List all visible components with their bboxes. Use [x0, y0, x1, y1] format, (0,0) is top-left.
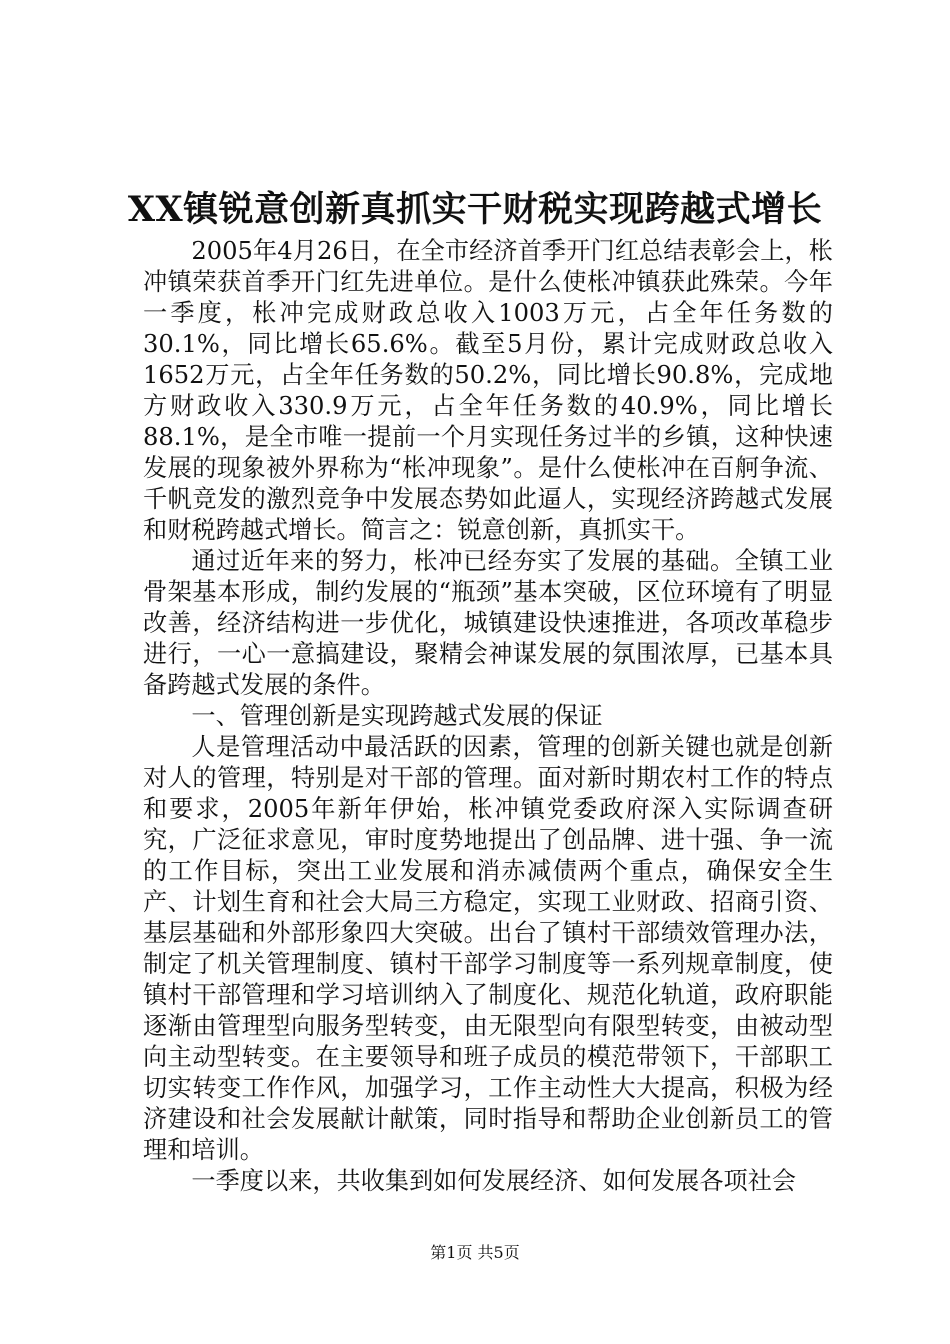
section-heading-management: 一、管理创新是实现跨越式发展的保证 — [191, 702, 603, 730]
document-body — [143, 236, 833, 1197]
document-title: XX镇锐意创新真抓实干财税实现跨越式增长 — [127, 189, 823, 230]
page-footer: 第1页 共5页 — [430, 1243, 520, 1262]
paragraph-management: 人是管理活动中最活跃的因素，管理的创新关键也就是创新对人的管理，特别是对干部的管理。面对新时期农村工作的特点和要求，2005年新年伊始，枨冲镇党委政府深入实际调查研究，广泛征求意见，审时度势地提出了创品牌、进十强、争一流的工作目标，突出工业发展和消赤减债两个重点，确保安全生产、计划生育和社会大局三方稳定，实现工业财政、招商引资、基层基础和外部形象四大突破。出台了镇村干部绩效管理办法，制定了机关管理制度、镇村干部学习制度等一系列规章制度，使镇村干部管理和学习培训纳入了制度化、规范化轨道，政府职能逐渐由管理型向服务型转变，由无限型向有限型转变，由被动型向主动型转变。在主要领导和班子成员的模范带领下，干部职工切实转变工作作风，加强学习，工作主动性大大提高，积极为经济建设和社会发展献计献策，同时指导和帮助企业创新员工的管理和培训。 — [143, 733, 833, 1164]
paragraph-intro: 2005年4月26日，在全市经济首季开门红总结表彰会上，枨冲镇荣获首季开门红先进单位。是什么使枨冲镇获此殊荣。今年一季度，枨冲完成财政总收入1003万元，占全年任务数的30.1%，同比增长65.6%。截至5月份，累计完成财政总收入1652万元，占全年任务数的50.2%，同比增长90.8%，完成地方财政收入330.9万元，占全年任务数的40.9%，同比增长88.1%，是全市唯一提前一个月实现任务过半的乡镇，这种快速发展的现象被外界称为“枨冲现象”。是什么使枨冲在百舸争流、千帆竞发的激烈竞争中发展态势如此逼人，实现经济跨越式发展和财税跨越式增长。简言之：锐意创新，真抓实干。 — [143, 237, 833, 544]
paragraph-foundation: 通过近年来的努力，枨冲已经夯实了发展的基础。全镇工业骨架基本形成，制约发展的“瓶颈”基本突破，区位环境有了明显改善，经济结构进一步优化，城镇建设快速推进，各项改革稳步进行，一心一意搞建设，聚精会神谋发展的氛围浓厚，已基本具备跨越式发展的条件。 — [143, 547, 833, 699]
paragraph-first-quarter: 一季度以来，共收集到如何发展经济、如何发展各项社会 — [191, 1167, 797, 1195]
